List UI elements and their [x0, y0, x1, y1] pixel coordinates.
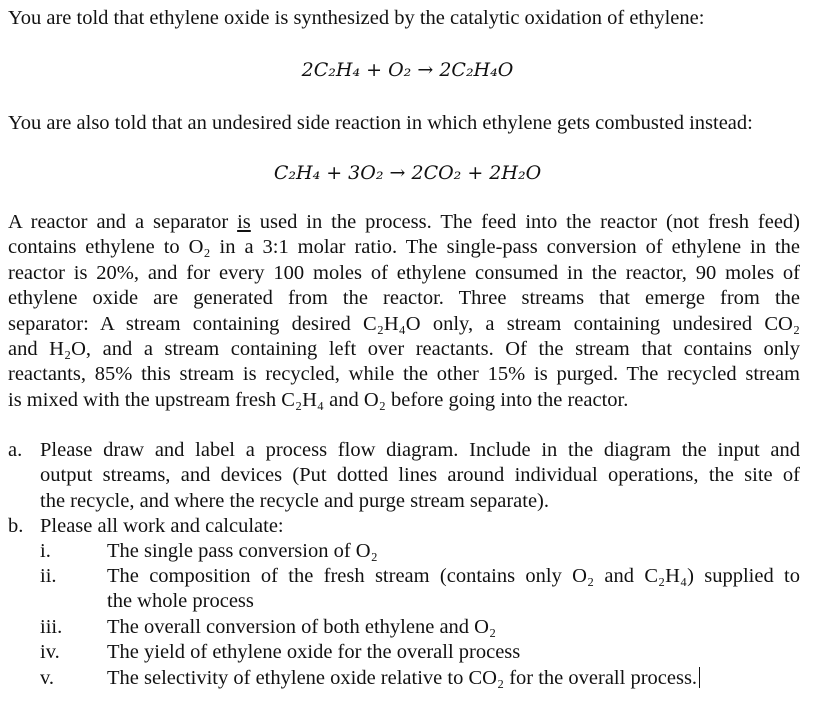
eq1-rhs: 2C₂H₄O: [439, 59, 514, 81]
subitem-text: The yield of ethylene oxide for the overall process: [107, 641, 521, 663]
eq1-lhs: 2C₂H₄ + O₂: [301, 59, 412, 81]
question-a-text: Please draw and label a process flow diagram. Include in the diagram the input and output streams, and devices (Put dotted lines around individual operations, the site of the recycle, and where the recycle and purge stream separate).: [40, 439, 800, 512]
subitem-label: iv.: [40, 641, 60, 663]
equation-side-reaction: [0, 161, 815, 186]
subitem-text: The composition of the fresh stream (contains only O₂ and C₂H₄) supplied to the whole process: [107, 565, 800, 613]
intro-text: You are told that ethylene oxide is synthesized by the catalytic oxidation of ethylene:: [8, 7, 705, 29]
side-reaction-text: You are also told that an undesired side reaction in which ethylene gets combusted instead:: [8, 112, 753, 134]
eq2-arrow: →: [389, 162, 406, 184]
paragraph-line: is mixed with the upstream fresh C₂H₄ and O₂ before going into the reactor.: [8, 388, 629, 411]
paragraph-line: A reactor and a separator is used in the process. The feed into the reactor (not fresh feed): [8, 211, 800, 233]
subitem-label: iii.: [40, 616, 63, 638]
underlined-word: is: [237, 211, 251, 233]
subitem-label: ii.: [40, 565, 57, 587]
eq2-rhs: 2CO₂ + 2H₂O: [411, 162, 542, 184]
text-cursor: [699, 667, 700, 688]
question-b: [8, 514, 800, 694]
subitem-label: i.: [40, 540, 51, 562]
subitem-text: The selectivity of ethylene oxide relative to CO₂ for the overall process.: [107, 666, 800, 691]
subitem-text: The overall conversion of both ethylene and O₂: [107, 616, 497, 638]
paragraph-line: reactor is 20%, and for every 100 moles of ethylene consumed in the reactor, 90 moles of: [8, 261, 800, 284]
paragraph-line: and H₂O, and a stream containing left over reactants. Of the stream that contains only: [8, 337, 800, 360]
paragraph-line: contains ethylene to O₂ in a 3:1 molar ratio. The single-pass conversion of ethylene in the: [8, 236, 800, 259]
question-a: [8, 438, 800, 518]
paragraph-line: ethylene oxide are generated from the reactor. Three streams that emerge from the: [8, 287, 800, 310]
paragraph-line: reactants, 85% this stream is recycled, while the other 15% is purged. The recycled stream: [8, 363, 800, 386]
eq2-lhs: C₂H₄ + 3O₂: [273, 162, 384, 184]
problem-paragraph: [8, 210, 800, 413]
eq1-arrow: →: [417, 59, 434, 81]
question-a-label: a.: [8, 439, 23, 461]
paragraph-line: separator: A stream containing desired C₂H₄O only, a stream containing undesired CO₂: [8, 312, 800, 335]
question-b-label: b.: [8, 515, 24, 537]
equation-main-reaction: [0, 58, 815, 83]
subitem-label: v.: [40, 667, 55, 689]
subitem-text: The single pass conversion of O₂: [107, 540, 378, 562]
question-b-text: Please all work and calculate:: [40, 515, 284, 537]
